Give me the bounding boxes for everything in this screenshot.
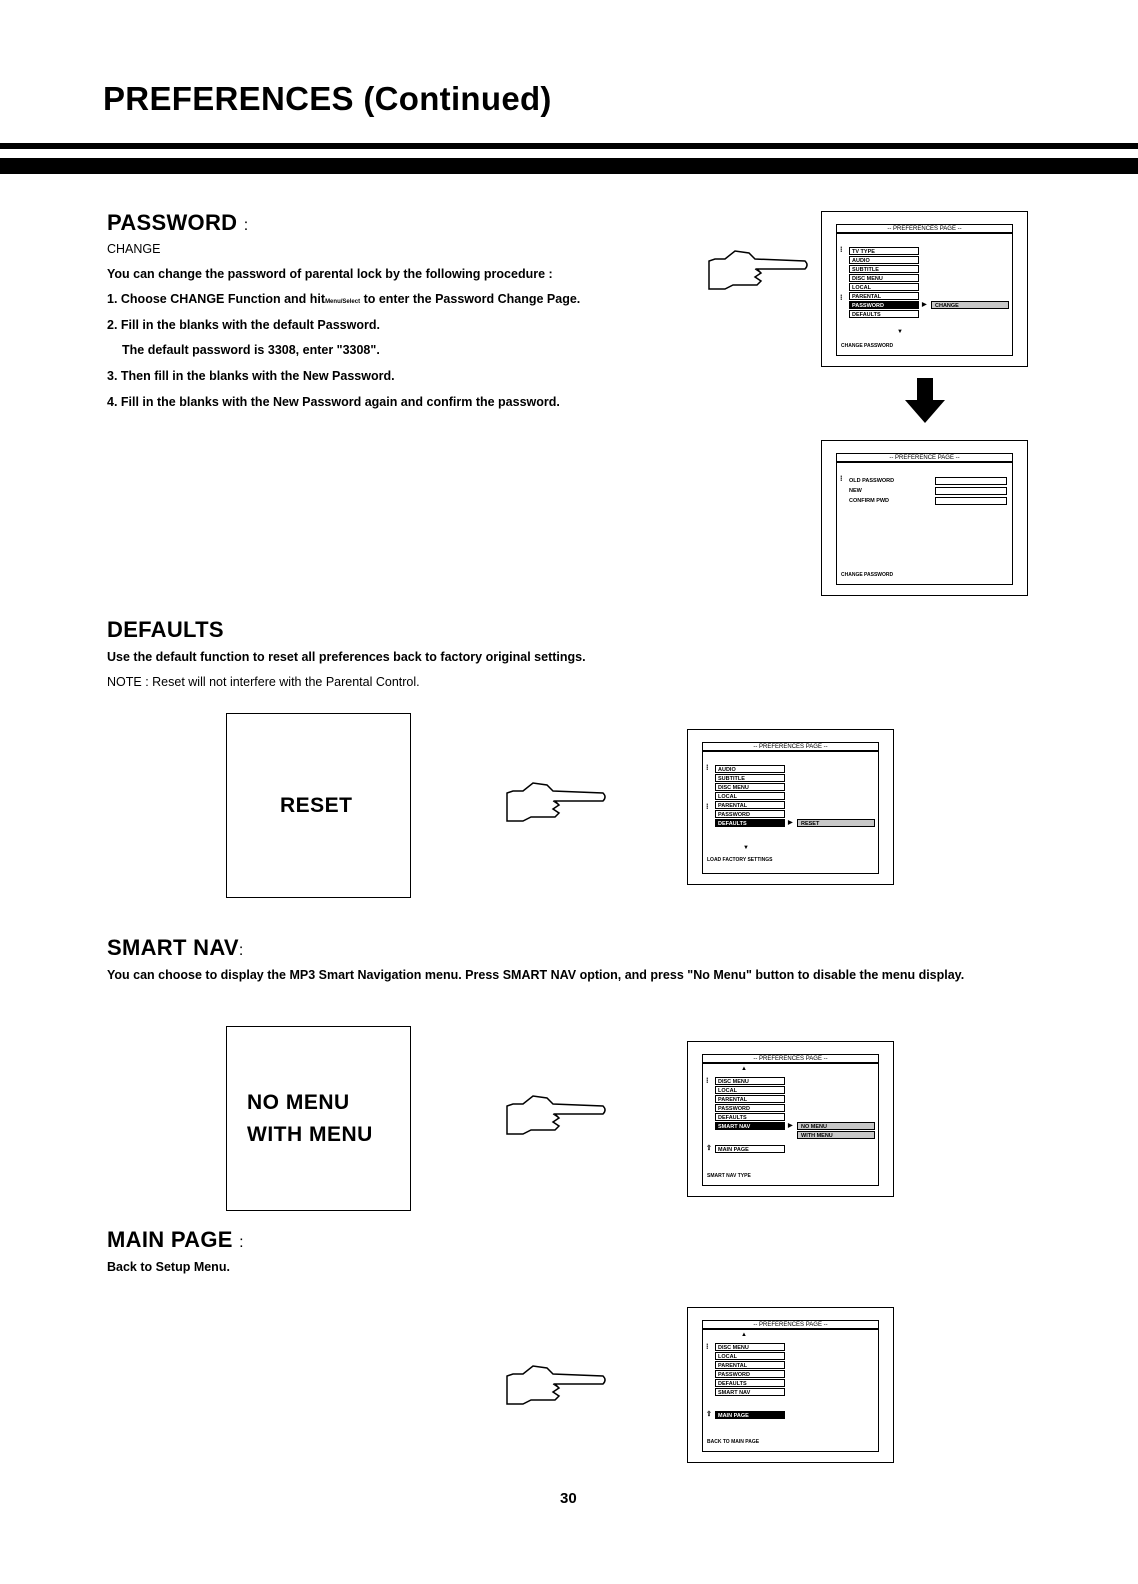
osd-menu-item: LOCAL bbox=[715, 1352, 785, 1360]
osd-menu-item: LOCAL bbox=[715, 1086, 785, 1094]
osd-title: -- PREFERENCES PAGE -- bbox=[702, 1320, 879, 1330]
header-rule-thin bbox=[0, 143, 1138, 149]
osd-title: -- PREFERENCES PAGE -- bbox=[836, 224, 1013, 234]
osd-body bbox=[702, 1328, 879, 1452]
old-password-field bbox=[935, 477, 1007, 485]
osd-menu-item: PASSWORD bbox=[715, 1370, 785, 1378]
osd-menu-item: PASSWORD bbox=[715, 1104, 785, 1112]
osd-menu-item: DISC MENU bbox=[715, 1077, 785, 1085]
defaults-heading: DEFAULTS bbox=[107, 617, 224, 642]
osd-body bbox=[836, 232, 1013, 356]
osd-body bbox=[702, 1062, 879, 1186]
new-password-field bbox=[935, 487, 1007, 495]
osd-menu-item-selected: PASSWORD bbox=[849, 301, 919, 309]
password-default-note: The default password is 3308, enter "3308". bbox=[122, 343, 380, 357]
osd-menu-item-selected: DEFAULTS bbox=[715, 819, 785, 827]
reset-option-label: RESET bbox=[280, 794, 353, 817]
with-menu-option-label: WITH MENU bbox=[247, 1123, 373, 1146]
osd-submenu-item: RESET bbox=[797, 819, 875, 827]
header-rule-thick bbox=[0, 158, 1138, 174]
osd-menu-item: SUBTITLE bbox=[715, 774, 785, 782]
mainpage-heading: MAIN PAGE : bbox=[107, 1227, 244, 1252]
osd-menu-item-selected: MAIN PAGE bbox=[715, 1411, 785, 1419]
osd-title: -- PREFERENCES PAGE -- bbox=[702, 742, 879, 752]
no-menu-option-label: NO MENU bbox=[247, 1091, 350, 1114]
password-subheading: CHANGE bbox=[107, 242, 161, 256]
osd-icon-column: ⁝ bbox=[840, 293, 843, 302]
osd-icon-column: ⁝ bbox=[706, 802, 709, 811]
osd-menu-item: AUDIO bbox=[849, 256, 919, 264]
defaults-line: Use the default function to reset all preferences back to factory original settings. bbox=[107, 650, 586, 664]
osd-menu-item: AUDIO bbox=[715, 765, 785, 773]
osd-submenu-item: NO MENU bbox=[797, 1122, 875, 1130]
page-number: 30 bbox=[560, 1490, 577, 1507]
password-heading: PASSWORD : bbox=[107, 210, 249, 235]
osd-menu-item: DEFAULTS bbox=[849, 310, 919, 318]
osd-menu-item: SUBTITLE bbox=[849, 265, 919, 273]
osd-menu-item: DISC MENU bbox=[715, 1343, 785, 1351]
smartnav-description: You can choose to display the MP3 Smart Navigation menu. Press SMART NAV option, and press "No Menu" button to disable the menu display. bbox=[107, 968, 965, 982]
osd-menu-item: DEFAULTS bbox=[715, 1379, 785, 1387]
confirm-password-field bbox=[935, 497, 1007, 505]
osd-field-label: NEW bbox=[849, 488, 862, 494]
osd-screen-mainpage bbox=[687, 1307, 894, 1463]
osd-body bbox=[702, 750, 879, 874]
osd-footer: SMART NAV TYPE bbox=[707, 1173, 751, 1179]
osd-screen-defaults bbox=[687, 729, 894, 885]
home-icon: ⇧ bbox=[706, 1411, 712, 1418]
osd-menu-item: PARENTAL bbox=[715, 1095, 785, 1103]
osd-body bbox=[836, 461, 1013, 585]
page-title: PREFERENCES (Continued) bbox=[103, 80, 552, 117]
osd-footer: BACK TO MAIN PAGE bbox=[707, 1439, 760, 1445]
smartnav-option-box bbox=[226, 1026, 411, 1211]
osd-field-label: OLD PASSWORD bbox=[849, 478, 895, 484]
mainpage-line: Back to Setup Menu. bbox=[107, 1260, 230, 1274]
osd-title: -- PREFERENCE PAGE -- bbox=[836, 453, 1013, 463]
osd-submenu-item: CHANGE bbox=[931, 301, 1009, 309]
submenu-arrow-icon: ▶ bbox=[788, 1123, 793, 1129]
osd-icon-column: ⁝ bbox=[706, 1342, 709, 1351]
osd-menu-item: PARENTAL bbox=[849, 292, 919, 300]
osd-menu-item: DISC MENU bbox=[715, 783, 785, 791]
osd-screen-password-change bbox=[821, 440, 1028, 596]
osd-menu-item: PARENTAL bbox=[715, 1361, 785, 1369]
osd-menu-item: LOCAL bbox=[849, 283, 919, 291]
scroll-down-icon: ▼ bbox=[897, 329, 903, 335]
osd-footer: CHANGE PASSWORD bbox=[841, 572, 894, 578]
osd-menu-item: PARENTAL bbox=[715, 801, 785, 809]
osd-title: -- PREFERENCES PAGE -- bbox=[702, 1054, 879, 1064]
osd-submenu-item: WITH MENU bbox=[797, 1131, 875, 1139]
submenu-arrow-icon: ▶ bbox=[922, 302, 927, 308]
pointing-hand-icon bbox=[503, 1090, 607, 1136]
home-icon: ⇧ bbox=[706, 1145, 712, 1152]
osd-footer: LOAD FACTORY SETTINGS bbox=[707, 857, 773, 863]
password-step-1: 1. Choose CHANGE Function and hitMenu/Select to enter the Password Change Page. bbox=[107, 292, 581, 306]
password-step-4: 4. Fill in the blanks with the New Password again and confirm the password. bbox=[107, 395, 560, 409]
submenu-arrow-icon: ▶ bbox=[788, 820, 793, 826]
defaults-option-box bbox=[226, 713, 411, 898]
osd-field-label: CONFIRM PWD bbox=[849, 498, 890, 504]
osd-screen-password bbox=[821, 211, 1028, 367]
password-line: You can change the password of parental lock by the following procedure : bbox=[107, 267, 553, 281]
osd-icon-column: ⁝ bbox=[706, 1076, 709, 1085]
defaults-note: NOTE : Reset will not interfere with the Parental Control. bbox=[107, 675, 420, 689]
scroll-up-icon: ▲ bbox=[741, 1332, 747, 1338]
osd-menu-item: LOCAL bbox=[715, 792, 785, 800]
osd-footer: CHANGE PASSWORD bbox=[841, 343, 894, 349]
osd-icon-column: ⁝ bbox=[840, 245, 843, 254]
password-step-3: 3. Then fill in the blanks with the New Password. bbox=[107, 369, 395, 383]
osd-menu-item: DISC MENU bbox=[849, 274, 919, 282]
osd-menu-item: DEFAULTS bbox=[715, 1113, 785, 1121]
osd-icon-column: ⁝ bbox=[840, 474, 843, 483]
osd-menu-item: SMART NAV bbox=[715, 1388, 785, 1396]
osd-menu-item: MAIN PAGE bbox=[715, 1145, 785, 1153]
smartnav-heading: SMART NAV: bbox=[107, 935, 244, 960]
scroll-up-icon: ▲ bbox=[741, 1066, 747, 1072]
osd-icon-column: ⁝ bbox=[706, 763, 709, 772]
pointing-hand-icon bbox=[503, 777, 607, 823]
osd-menu-item: TV TYPE bbox=[849, 247, 919, 255]
password-step-2: 2. Fill in the blanks with the default Password. bbox=[107, 318, 380, 332]
osd-screen-smartnav bbox=[687, 1041, 894, 1197]
osd-menu-item: PASSWORD bbox=[715, 810, 785, 818]
down-arrow-icon bbox=[904, 378, 946, 424]
pointing-hand-icon bbox=[503, 1360, 607, 1406]
scroll-down-icon: ▼ bbox=[743, 845, 749, 851]
pointing-hand-icon bbox=[705, 245, 809, 291]
osd-menu-item-selected: SMART NAV bbox=[715, 1122, 785, 1130]
